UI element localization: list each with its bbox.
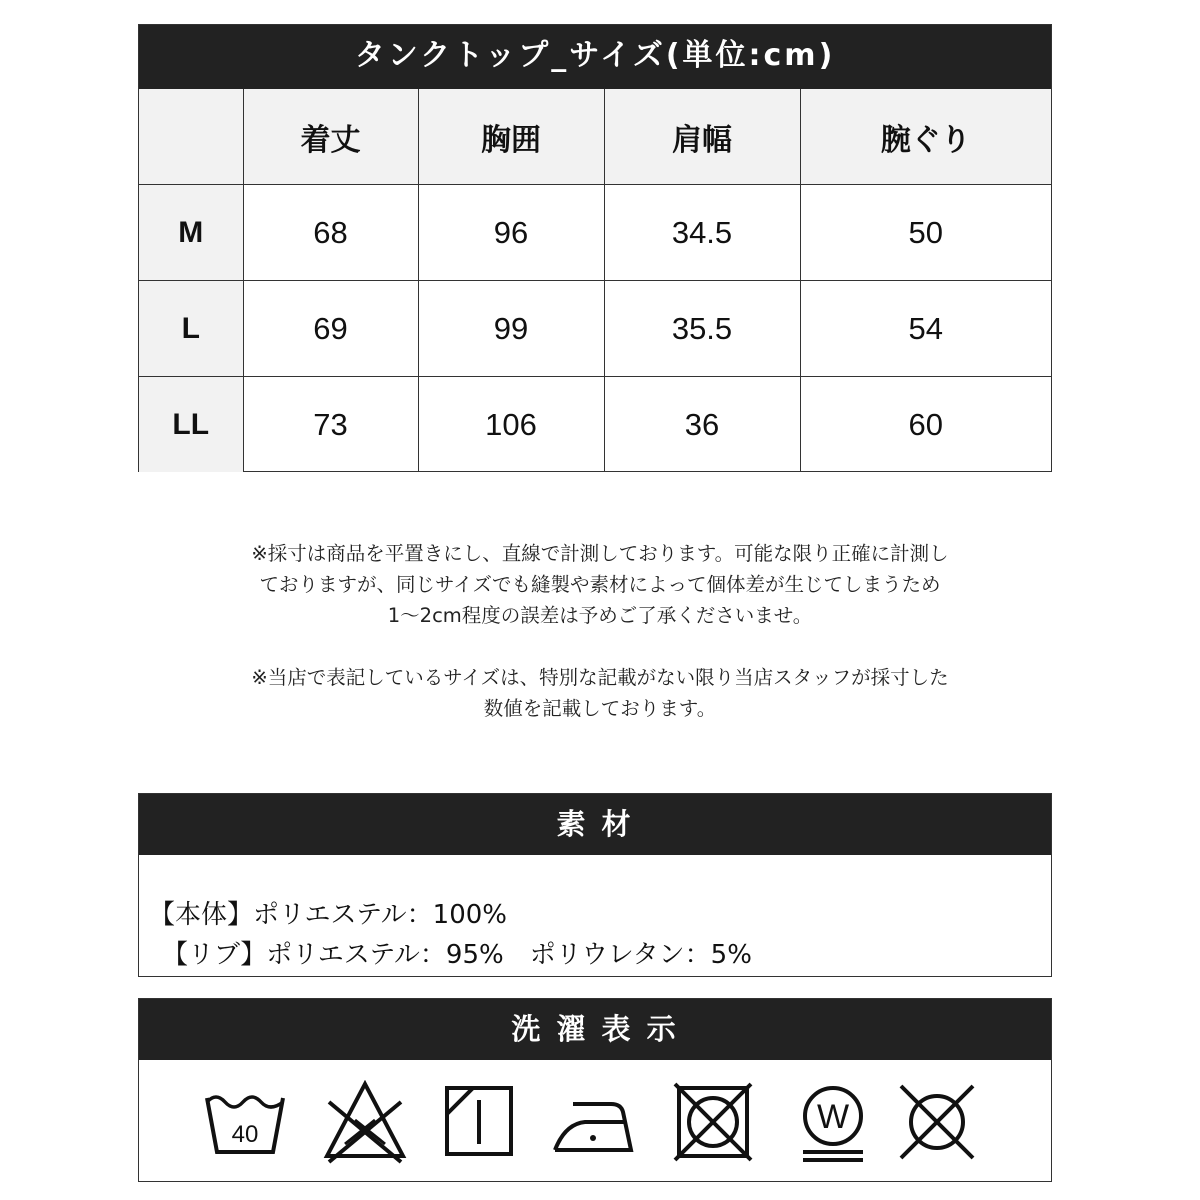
table-cell: 54	[800, 281, 1051, 377]
size-table	[138, 24, 1052, 472]
no-dry-clean-icon	[895, 1080, 979, 1164]
wash-title: 洗 濯 表 示	[139, 999, 1051, 1060]
note-line: ておりますが、同じサイズでも縫製や素材によって個体差が生じてしまうため	[259, 573, 941, 596]
table-cell: 96	[418, 185, 604, 281]
no-bleach-icon	[323, 1080, 407, 1164]
measurement-note	[0, 538, 1200, 631]
material-body	[139, 855, 1051, 975]
note-line: ※当店で表記しているサイズは、特別な記載がない限り当店スタッフが採寸した	[251, 666, 949, 689]
table-cell: 68	[243, 185, 418, 281]
material-section	[138, 793, 1052, 977]
size-table-title: タンクトップ_サイズ(単位:cm)	[139, 25, 1051, 89]
table-cell: 99	[418, 281, 604, 377]
note-line: 1～2cm程度の誤差は予めご了承くださいませ。	[387, 604, 813, 627]
table-cell: 35.5	[604, 281, 800, 377]
size-note	[0, 662, 1200, 724]
note-line: 数値を記載しております。	[483, 697, 717, 720]
table-header-row	[139, 89, 1051, 185]
table-row	[139, 281, 1051, 377]
care-icons	[139, 1060, 1051, 1182]
column-header-armhole: 腕ぐり	[800, 89, 1051, 185]
size-grid	[139, 89, 1051, 472]
no-tumble-dry-icon	[671, 1080, 755, 1164]
table-cell: 106	[418, 377, 604, 473]
wet-clean-icon	[791, 1080, 875, 1164]
material-line-rib: 【リブ】ポリエステル：95% ポリウレタン：5%	[149, 940, 752, 970]
table-cell: 50	[800, 185, 1051, 281]
table-cell: 60	[800, 377, 1051, 473]
iron-low-icon	[551, 1080, 635, 1164]
wash-section	[138, 998, 1052, 1182]
column-header-chest: 胸囲	[418, 89, 604, 185]
row-header-size: M	[139, 185, 243, 281]
table-cell: 34.5	[604, 185, 800, 281]
wash-temp-label: 40	[231, 1121, 259, 1148]
column-header-length: 着丈	[243, 89, 418, 185]
note-line: ※採寸は商品を平置きにし、直線で計測しております。可能な限り正確に計測し	[251, 542, 949, 565]
table-row	[139, 377, 1051, 473]
wet-clean-label: W	[816, 1098, 850, 1136]
row-header-size: L	[139, 281, 243, 377]
material-title: 素 材	[139, 794, 1051, 855]
material-line-body: 【本体】ポリエステル：100%	[149, 900, 507, 930]
column-header-shoulder: 肩幅	[604, 89, 800, 185]
table-cell: 36	[604, 377, 800, 473]
corner-cell	[139, 89, 243, 185]
wash-tub-40-icon	[203, 1080, 287, 1164]
table-cell: 69	[243, 281, 418, 377]
table-cell: 73	[243, 377, 418, 473]
table-row	[139, 185, 1051, 281]
line-dry-shade-icon	[437, 1080, 521, 1164]
row-header-size: LL	[139, 377, 243, 473]
